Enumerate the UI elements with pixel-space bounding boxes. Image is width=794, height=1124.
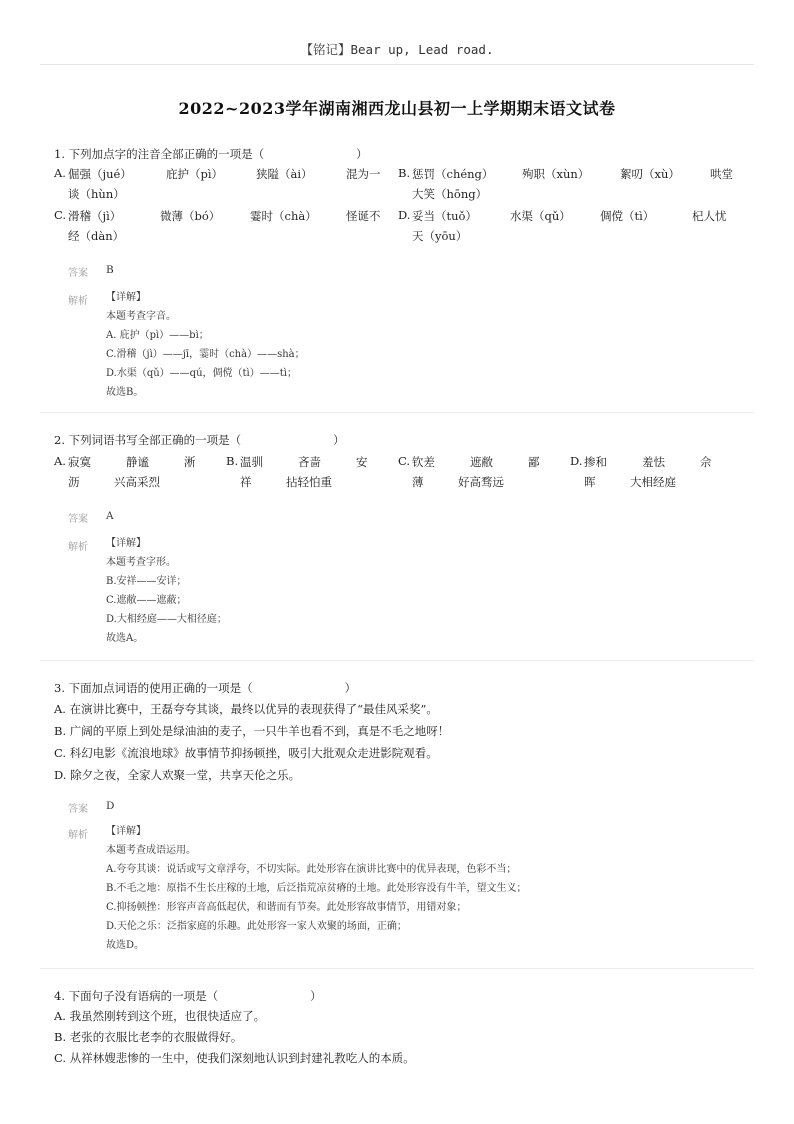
- q2-analysis-label: 解析: [68, 542, 88, 553]
- q2-option-a-word-1: 寂寞: [68, 455, 91, 469]
- q2-option-d-word-3: 佘: [700, 455, 712, 469]
- q3-analysis-label: 解析: [68, 830, 88, 841]
- q3-option-b: B. 广阔的平原上到处是绿油油的麦子，一只牛羊也看不到，真是不毛之地呀！: [54, 724, 450, 738]
- q1-option-b-word-4-cont: 大笑（hōng）: [412, 187, 488, 201]
- question-4-stem: 4. 下面句子没有语病的一项是（ ）: [54, 989, 322, 1003]
- q1-option-d-word-4-cont: 天（yōu）: [412, 229, 468, 243]
- q1-option-c-word-4-cont: 经（dàn）: [68, 229, 125, 243]
- q1-answer-value: B: [106, 264, 114, 276]
- q2-option-c-label: C.: [398, 454, 411, 468]
- q1-option-b-word-1: 惩罚（chéng）: [412, 167, 494, 181]
- divider-1: [40, 412, 754, 413]
- question-3-stem: 3. 下面加点词语的使用正确的一项是（ ）: [54, 681, 357, 695]
- q1-option-b-word-3: 絮叨（xù）: [620, 167, 680, 181]
- q2-option-c-word-4: 好高骛远: [458, 475, 504, 489]
- q1-option-b-word-2: 殉职（xùn）: [522, 167, 590, 181]
- q2-option-d-word-3-cont: 晖: [584, 475, 596, 489]
- q1-option-a-word-3: 狭隘（ài）: [256, 167, 313, 181]
- page-title: 2022~2023学年湖南湘西龙山县初一上学期期末语文试卷: [178, 99, 616, 118]
- q3-explanation: 【详解】 本题考查成语运用。 A.夸夸其谈：说话或写文章浮夸，不切实际。此处形容在演讲比赛中的优异表现，色彩不当； B.不毛之地：原指不生长庄稼的土地，后泛指荒凉贫瘠的土地。此处形容没有牛羊，望文生义； C.抑扬顿挫：形容声音高低起伏，和谐而有节奏。此处形容故事情节，用错对象； D.天伦之乐：泛指家庭的乐趣。此处形容一家人欢聚的场面，正确； 故选D。: [106, 826, 527, 951]
- q2-option-b-word-3-cont: 祥: [240, 475, 252, 489]
- q1-option-a-word-2: 庇护（pì）: [166, 167, 224, 181]
- q1-option-d-word-4: 杞人忧: [692, 209, 727, 223]
- q1-option-d-word-3: 倜傥（tì）: [600, 209, 655, 223]
- divider-3: [40, 968, 754, 969]
- q2-option-d-word-2: 羞怯: [642, 455, 665, 469]
- q2-explanation: 【详解】 本题考查字形。 B.安祥——安详； C.遮敝——遮蔽； D.大相经庭——大相径庭； 故选A。: [106, 538, 227, 644]
- q1-option-d-label: D.: [398, 208, 411, 222]
- motto-header: 【铭记】Bear up, Lead road.: [300, 42, 494, 57]
- q2-option-b-word-1: 温驯: [240, 455, 263, 469]
- q2-option-c-word-3: 鄙: [528, 455, 540, 469]
- q1-option-c-word-4: 怪诞不: [346, 209, 381, 223]
- q1-explanation: 【详解】 本题考查字音。 A. 庇护（pì）——bì； C.滑稽（jì）——jī，霎时（chà）——shà； D.水渠（qǔ）——qú，倜傥（tì）——tì； 故选B。: [106, 292, 305, 398]
- q3-option-d: D. 除夕之夜，全家人欢聚一堂，共享天伦之乐。: [54, 768, 301, 782]
- q1-option-a-word-1: 倔强（jué）: [68, 167, 132, 181]
- q1-option-d-word-1: 妥当（tuǒ）: [412, 209, 477, 223]
- q2-answer-label: 答案: [68, 514, 88, 525]
- q2-option-b-word-3: 安: [356, 455, 368, 469]
- q1-analysis-label: 解析: [68, 296, 88, 307]
- q2-option-d-word-1: 掺和: [584, 455, 607, 469]
- q3-answer-value: D: [106, 800, 115, 812]
- question-2-stem: 2. 下列词语书写全部正确的一项是（ ）: [54, 433, 345, 447]
- q1-option-c-word-1: 滑稽（jì）: [68, 209, 122, 223]
- q1-option-a-word-4: 混为一: [346, 167, 381, 181]
- q1-option-c-label: C.: [54, 208, 67, 222]
- q2-option-a-word-3-cont: 沥: [68, 475, 80, 489]
- q1-option-b-label: B.: [398, 166, 411, 180]
- q1-option-d-word-2: 水渠（qǔ）: [510, 209, 571, 223]
- q2-option-d-word-4: 大相经庭: [630, 475, 676, 489]
- q4-option-a: A. 我虽然刚转到这个班，也很快适应了。: [54, 1009, 266, 1023]
- q1-option-a-word-4-cont: 谈（hùn）: [68, 187, 125, 201]
- question-1-stem: 1. 下列加点字的注音全部正确的一项是（ ）: [54, 147, 368, 161]
- q3-option-a: A. 在演讲比赛中，王磊夸夸其谈，最终以优异的表现获得了“最佳风采奖”。: [54, 702, 438, 716]
- q1-answer-label: 答案: [68, 268, 88, 279]
- q2-option-b-word-4: 拈轻怕重: [286, 475, 332, 489]
- q2-option-c-word-2: 遮敝: [470, 455, 493, 469]
- top-divider: [40, 64, 754, 65]
- q2-answer-value: A: [106, 510, 114, 522]
- q2-option-b-word-2: 吝啬: [298, 455, 321, 469]
- q4-option-b: B. 老张的衣服比老李的衣服做得好。: [54, 1030, 243, 1044]
- q1-option-c-word-2: 微薄（bó）: [160, 209, 221, 223]
- q3-option-c: C. 科幻电影《流浪地球》故事情节抑扬顿挫，吸引大批观众走进影院观看。: [54, 746, 438, 760]
- q2-option-a-word-2: 静谧: [126, 455, 149, 469]
- divider-2: [40, 660, 754, 661]
- q2-option-a-word-4: 兴高采烈: [114, 475, 160, 489]
- q4-option-c: C. 从祥林嫂悲惨的一生中，使我们深刻地认识到封建礼教吃人的本质。: [54, 1051, 415, 1065]
- q1-option-b-word-4: 哄堂: [710, 167, 733, 181]
- q1-option-c-word-3: 霎时（chà）: [250, 209, 317, 223]
- q2-option-c-word-3-cont: 薄: [412, 475, 424, 489]
- q2-option-c-word-1: 钦差: [412, 455, 435, 469]
- q2-option-b-label: B.: [226, 454, 239, 468]
- q1-option-a-label: A.: [54, 166, 66, 180]
- q2-option-d-label: D.: [570, 454, 583, 468]
- q3-answer-label: 答案: [68, 804, 88, 815]
- q2-option-a-word-3: 淅: [184, 455, 196, 469]
- q2-option-a-label: A.: [54, 454, 66, 468]
